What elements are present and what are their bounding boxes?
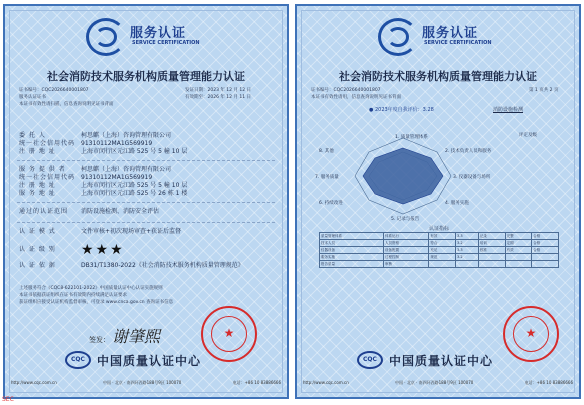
signature-prefix: 签发： <box>89 336 110 344</box>
cqc-logo-text: CQC <box>71 356 85 363</box>
table-cell: 规范 <box>429 254 456 261</box>
table-cell <box>505 261 532 268</box>
field-value: 柯思麒（上海）咨询管理有限公司 <box>81 132 172 139</box>
footnote: 本证书依据获证组织在证书有效期内持续满足认证要求 <box>19 293 127 298</box>
table-cell: 人员资格 <box>384 240 429 247</box>
logo-subtitle: SERVICE CERTIFICATION <box>424 40 492 46</box>
model-row <box>19 228 181 236</box>
footer-url: http://www.cqc.com.cn <box>303 380 349 385</box>
table-cell: 有效 <box>505 247 532 254</box>
radar-label: 1. 质量管理体系 <box>395 135 428 140</box>
table-cell: 培训 <box>478 240 505 247</box>
cqc-footer <box>5 351 287 371</box>
table-cell: 记录 <box>478 233 505 240</box>
certificate-title: 社会消防技术服务机构质量管理能力认证 <box>339 70 537 83</box>
table-cell: 定期 <box>505 240 532 247</box>
table-cell: 报告质量 <box>320 261 384 268</box>
table-row <box>320 247 559 254</box>
seal-star-icon: ★ <box>223 326 235 340</box>
model-value: 文件审核+初次现场审查+获证后监督 <box>81 228 182 235</box>
org-name: 中国质量认证中心 <box>389 354 494 368</box>
radar-label: 2. 技术负责人员和服务 <box>445 149 492 154</box>
level-row <box>19 246 81 254</box>
radar-label: 6. 持续改进 <box>319 201 343 206</box>
table-cell <box>478 254 505 261</box>
table-cell: 3.3 <box>456 247 479 254</box>
footnote: 获证组织应接受认证机构监督审核，可登录 www.cnca.gov.cn 查询证书信息 <box>19 300 174 305</box>
field-row <box>19 190 187 198</box>
divider <box>17 202 275 203</box>
certificate-number: 证书编号：CQC2026640001807 <box>311 88 381 93</box>
certificate-title: 社会消防技术服务机构质量管理能力认证 <box>47 70 245 83</box>
cqc-footer <box>297 351 579 371</box>
level-label: 认 证 级 别 <box>19 246 56 253</box>
table-title: 认证指标 <box>428 226 449 232</box>
field-row <box>19 148 187 156</box>
indicator-table <box>319 232 559 268</box>
divider <box>17 222 275 223</box>
footer-address: 中国 · 北京 · 南四环西路188号9区 100070 <box>395 380 474 385</box>
footer-url: http://www.cqc.com.cn <box>11 380 57 385</box>
footer-phone: 电话：+86 10 83886666 <box>232 380 281 385</box>
radar-value-area <box>363 148 443 204</box>
radar-label: 4. 服务实施 <box>445 201 469 206</box>
table-cell: 设备配置 <box>384 247 429 254</box>
certificate-page-back <box>295 4 581 399</box>
field-label: 注 册 地 址 <box>19 182 56 189</box>
field-row <box>19 166 171 174</box>
field-value: 91310112MA1G569919 <box>81 174 153 181</box>
certificate-type: 服务认证证书 <box>19 95 46 100</box>
seal-star-icon: ★ <box>525 326 537 340</box>
field-value: 上海市闵行区元江路 525 号 5 幢 10 层 <box>81 182 188 189</box>
table-cell: 完整 <box>505 233 532 240</box>
table-row <box>320 240 559 247</box>
table-cell <box>429 261 456 268</box>
field-label: 统一社会信用代码 <box>19 140 76 147</box>
logo-title: 服务认证 <box>422 26 479 41</box>
table-cell: 审核 <box>384 261 429 268</box>
logo-title: 服务认证 <box>130 26 187 41</box>
table-cell: 质量管理体系 <box>320 233 384 240</box>
footer-address: 中国 · 北京 · 南四环西路188号9区 100070 <box>103 380 182 385</box>
star-rating: ★★★ <box>81 242 125 258</box>
table-cell: 仪器设备 <box>320 247 384 254</box>
logo-subtitle: SERVICE CERTIFICATION <box>132 40 200 46</box>
cqc-logo-text: CQC <box>363 356 377 363</box>
table-cell: 服务实施 <box>320 254 384 261</box>
field-value: 91310112MA1G569919 <box>81 140 153 147</box>
field-row <box>19 132 171 140</box>
issue-date: 发证日期：2023 年 12 月 12 日 <box>185 88 252 93</box>
validity-note: 本证书有效性请扫描，信息查询说明见证书背面 <box>19 102 114 107</box>
radar-label: 5. 记录与报告 <box>391 217 420 222</box>
field-row <box>19 174 152 182</box>
scope-value: 消防设施检测、消防安全评估 <box>81 208 160 215</box>
logo-ring-inner-icon <box>387 27 409 47</box>
table-cell: 充足 <box>429 247 456 254</box>
table-cell: 校准 <box>478 247 505 254</box>
divider <box>17 160 275 161</box>
table-row <box>320 233 559 240</box>
basis-row <box>19 262 244 270</box>
radar-label: 3. 仪器设备与场所 <box>453 175 491 180</box>
table-cell: 体系运行 <box>384 233 429 240</box>
table-cell <box>505 254 532 261</box>
table-cell <box>532 254 559 261</box>
cqc-logo-icon <box>357 351 383 369</box>
scope-label: 通过的认证范围 <box>19 208 69 215</box>
table-cell <box>532 261 559 268</box>
table-cell: 3.2 <box>456 240 479 247</box>
field-value: 柯思麒（上海）咨询管理有限公司 <box>81 166 172 173</box>
signature-name: 谢肇熙 <box>112 327 161 346</box>
table-cell: 有效 <box>429 233 456 240</box>
table-cell: 3.3 <box>456 233 479 240</box>
field-label: 委 托 人 <box>19 132 46 139</box>
basis-value: DB31/T1380-2022《社会消防技术服务机构质量管理规范》 <box>81 262 244 269</box>
footer-phone: 电话：+86 10 83886666 <box>524 380 573 385</box>
field-row <box>19 140 152 148</box>
radar-label: 7. 服务质量 <box>315 175 339 180</box>
field-value: 上海市闵行区元江路 525 号 5 幢 10 层 <box>81 148 188 155</box>
table-cell <box>478 261 505 268</box>
basis-label: 认 证 依 据 <box>19 262 56 269</box>
model-label: 认 证 模 式 <box>19 228 56 235</box>
field-label: 服 务 地 址 <box>19 190 56 197</box>
table-cell: 合格 <box>532 247 559 254</box>
side-label: 评定及级 <box>519 133 537 138</box>
table-cell: 合格 <box>532 233 559 240</box>
table-cell <box>456 261 479 268</box>
page-number: 第 1 页共 2 页 <box>529 88 559 93</box>
field-row <box>19 182 187 190</box>
service-certification-logo <box>86 18 206 56</box>
table-cell: 合格 <box>532 240 559 247</box>
certificate-number: 证书编号：CQC2026640001807 <box>19 88 89 93</box>
table-cell: 技术人员 <box>320 240 384 247</box>
self-evaluation-score: ● 2023年度自我评价：3.28 <box>369 107 434 113</box>
cqc-logo-icon <box>65 351 91 369</box>
field-value: 上海市闵行区元江路 525 号 26 栋 1 楼 <box>81 190 188 197</box>
org-name: 中国质量认证中心 <box>97 354 202 368</box>
field-label: 统一社会信用代码 <box>19 174 76 181</box>
detail-link[interactable]: 消防设施检测 <box>493 107 524 113</box>
field-label: 注 册 地 址 <box>19 148 56 155</box>
expiry-date: 有效期至：2026 年 12 月 11 日 <box>185 95 252 100</box>
radar-label: 8. 其他 <box>319 149 334 154</box>
table-row <box>320 254 559 261</box>
table-cell: 过程控制 <box>384 254 429 261</box>
certificate-page-front <box>3 4 289 399</box>
field-label: 服 务 提 供 者 <box>19 166 66 173</box>
logo-ring-inner-icon <box>95 27 117 47</box>
table-row <box>320 261 559 268</box>
service-certification-logo <box>378 18 498 56</box>
corner-mark: SEC <box>2 396 14 403</box>
scope-row <box>19 208 159 216</box>
table-cell: 符合 <box>429 240 456 247</box>
validity-note: 本证书有效性请用，信息查询说明见证书背面 <box>311 95 401 100</box>
footnote: 上述服务符合《CQC8-622101-2022》中国质量认证中心认证实施规则 <box>19 286 163 291</box>
table-cell: 3.2 <box>456 254 479 261</box>
signature <box>89 324 160 347</box>
